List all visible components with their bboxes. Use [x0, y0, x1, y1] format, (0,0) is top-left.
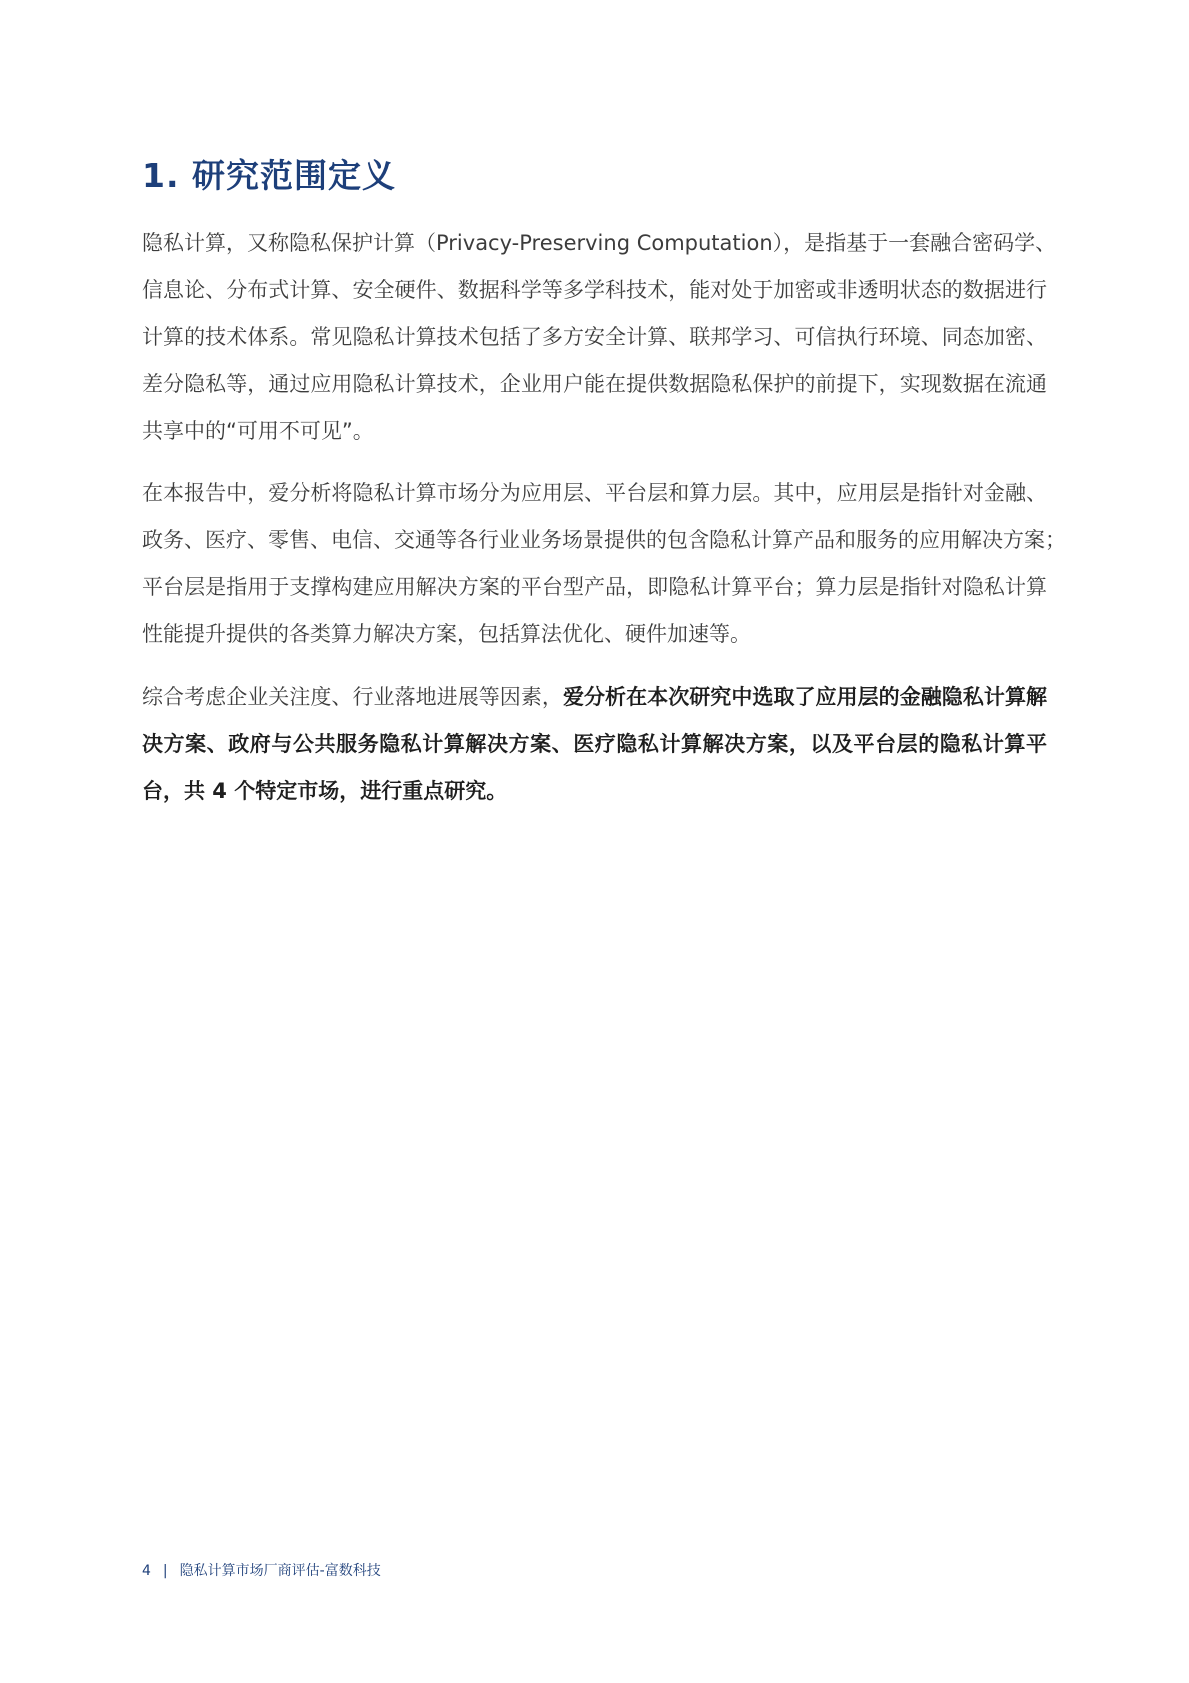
paragraph-line: 性能提升提供的各类算力解决方案，包括算法优化、硬件加速等。	[142, 622, 751, 646]
footer-separator: |	[162, 1563, 168, 1579]
paragraph-research-scope	[142, 674, 1047, 815]
highlighted-line: 台，共 4 个特定市场，进行重点研究。	[142, 779, 508, 803]
page-number: 4	[142, 1563, 151, 1579]
paragraph-line: 共享中的“可用不可见”。	[142, 419, 374, 443]
paragraph-line	[142, 674, 1047, 721]
page-footer	[142, 1560, 381, 1580]
paragraph-line: 政务、医疗、零售、电信、交通等各行业业务场景提供的包含隐私计算产品和服务的应用解决方案；	[142, 528, 1066, 552]
paragraph-line: 隐私计算，又称隐私保护计算（Privacy-Preserving Computation），是指基于一套融合密码学、	[142, 231, 1057, 255]
paragraph-line: 平台层是指用于支撑构建应用解决方案的平台型产品，即隐私计算平台；算力层是指针对隐私计算	[142, 575, 1047, 599]
paragraph-line: 信息论、分布式计算、安全硬件、数据科学等多学科技术，能对处于加密或非透明状态的数据进行	[142, 278, 1047, 302]
highlighted-line: 决方案、政府与公共服务隐私计算解决方案、医疗隐私计算解决方案，以及平台层的隐私计算平	[142, 732, 1047, 756]
paragraph-line: 在本报告中，爱分析将隐私计算市场分为应用层、平台层和算力层。其中，应用层是指针对金融、	[142, 481, 1047, 505]
paragraph-line: 差分隐私等，通过应用隐私计算技术，企业用户能在提供数据隐私保护的前提下，实现数据在流通	[142, 372, 1047, 396]
paragraph-definition	[142, 220, 1057, 455]
section-title: 1. 研究范围定义	[142, 156, 396, 195]
footer-doc-title: 隐私计算市场厂商评估-富数科技	[179, 1563, 381, 1579]
normal-text: 综合考虑企业关注度、行业落地进展等因素，	[142, 685, 563, 709]
paragraph-market-layers	[142, 470, 1066, 658]
highlighted-text: 爱分析在本次研究中选取了应用层的金融隐私计算解	[562, 685, 1047, 709]
paragraph-line: 计算的技术体系。常见隐私计算技术包括了多方安全计算、联邦学习、可信执行环境、同态加密、	[142, 325, 1047, 349]
